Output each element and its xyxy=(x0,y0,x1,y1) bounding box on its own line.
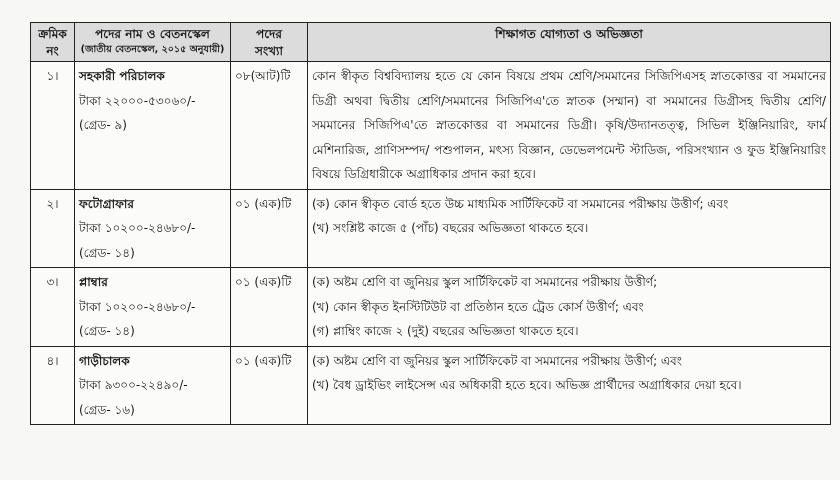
header-count: পদের সংখ্যা xyxy=(231,23,308,62)
row-qualification xyxy=(308,346,831,425)
grade: (গ্রেড- ১৬) xyxy=(79,402,135,417)
grade: (গ্রেড- ৯) xyxy=(79,118,127,132)
qualification-text: (ক) কোন স্বীকৃত বোর্ড হতে উচ্চ মাধ্যমিক সার্টিফিকেট বা সমমানের পরীক্ষায় উত্তীর্ণ; এবং xyxy=(312,196,729,211)
post-name: গাড়ীচালক xyxy=(79,353,130,368)
row-serial: ৪। xyxy=(31,346,75,425)
header-qualification: শিক্ষাগত যোগ্যতা ও অভিজ্ঞতা xyxy=(308,23,831,62)
row-serial: ১। xyxy=(31,62,75,190)
qualification-text: কোন স্বীকৃত বিশ্ববিদ্যালয় হতে যে কোন বিষয়ে প্রথম শ্রেণি/সমমানের সিজিপিএসহ স্নাতকোত্তর বা সমমানের ডিগ্রী অথবা দ্বিতীয় শ্রেণি/সমমানের সিজিপিএ'তে স্নাতক (সম্মান) বা সমমানের ডিগ্রীসহ দ্বিতীয় শ্রেণি/সমমানের সিজিপিএ'তে স্নাতকোত্তর বা সমমানের ডিগ্রী। কৃষি/উদ্যানতত্ত্ব, সিভিল ইঞ্জিনিয়ারিং, ফার্ম মেশিনারিজ, প্রাণিসম্পদ/ পশুপালন, মৎস্য বিজ্ঞান, ডেভেলপমেন্ট স্টাডিজ, পরিসংখ্যান ও ফুড ইঞ্জিনিয়ারিং বিষয়ে ডিগ্রিধারীকে অগ্রাধিকার প্রদান করা হবে। xyxy=(312,69,826,181)
header-serial: ক্রমিক নং xyxy=(31,23,75,62)
row-qualification xyxy=(308,62,831,190)
header-row xyxy=(31,23,831,62)
row-count: ০১ (এক)টি xyxy=(231,268,308,347)
pay-scale: টাকা ৯৩০০-২২৪৯০/- xyxy=(79,378,188,392)
qualification-text: (ক) অষ্টম শ্রেণি বা জুনিয়র স্কুল সার্টিফিকেট বা সমমানের পরীক্ষায় উত্তীর্ণ; এবং xyxy=(312,353,682,368)
qualification-text: (খ) বৈধ ড্রাইভিং লাইসেন্স এর অধিকারী হতে হবে। অভিজ্ঞ প্রার্থীদের অগ্রাধিকার দেয়া হবে। xyxy=(312,378,742,392)
post-name: ফটোগ্রাফার xyxy=(79,196,134,211)
post-name: প্লাম্বার xyxy=(79,275,108,289)
pay-scale: টাকা ২২০০০-৫৩০৬০/- xyxy=(79,93,196,108)
grade: (গ্রেড- ১৪) xyxy=(79,245,135,260)
table-row xyxy=(31,346,831,425)
row-post xyxy=(75,268,231,347)
qualification-text: (খ) কোন স্বীকৃত ইনস্টিটিউট বা প্রতিষ্ঠান হতে ট্রেড কোর্স উত্তীর্ণ; এবং xyxy=(312,299,644,314)
qualification-text: (গ) প্লাম্বিং কাজে ২ (দুই) বছরের অভিজ্ঞতা থাকতে হবে। xyxy=(312,324,579,338)
row-post xyxy=(75,346,231,425)
qualification-text: (ক) অষ্টম শ্রেণি বা জুনিয়র স্কুল সার্টিফিকেট বা সমমানের পরীক্ষায় উত্তীর্ণ; xyxy=(312,275,658,289)
pay-scale: টাকা ১০২০০-২৪৬৮০/- xyxy=(79,221,196,235)
row-post xyxy=(75,189,231,268)
job-table xyxy=(30,22,831,425)
post-name: সহকারী পরিচালক xyxy=(79,69,165,83)
row-serial: ৩। xyxy=(31,268,75,347)
row-count: ০১ (এক)টি xyxy=(231,189,308,268)
row-post xyxy=(75,62,231,190)
row-qualification xyxy=(308,189,831,268)
table-row xyxy=(31,189,831,268)
table-row xyxy=(31,62,831,190)
row-qualification xyxy=(308,268,831,347)
header-post: পদের নাম ও বেতনস্কেল (জাতীয় বেতনস্কেল, ২০১৫ অনুযায়ী) xyxy=(75,23,231,62)
pay-scale: টাকা ১০২০০-২৪৬৮০/- xyxy=(79,299,196,314)
row-count: ০৮(আট)টি xyxy=(231,62,308,190)
grade: (গ্রেড- ১৪) xyxy=(79,324,135,338)
row-serial: ২। xyxy=(31,189,75,268)
qualification-text: (খ) সংশ্লিষ্ট কাজে ৫ (পাঁচ) বছরের অভিজ্ঞতা থাকতে হবে। xyxy=(312,221,589,235)
table-row xyxy=(31,268,831,347)
row-count: ০১ (এক)টি xyxy=(231,346,308,425)
